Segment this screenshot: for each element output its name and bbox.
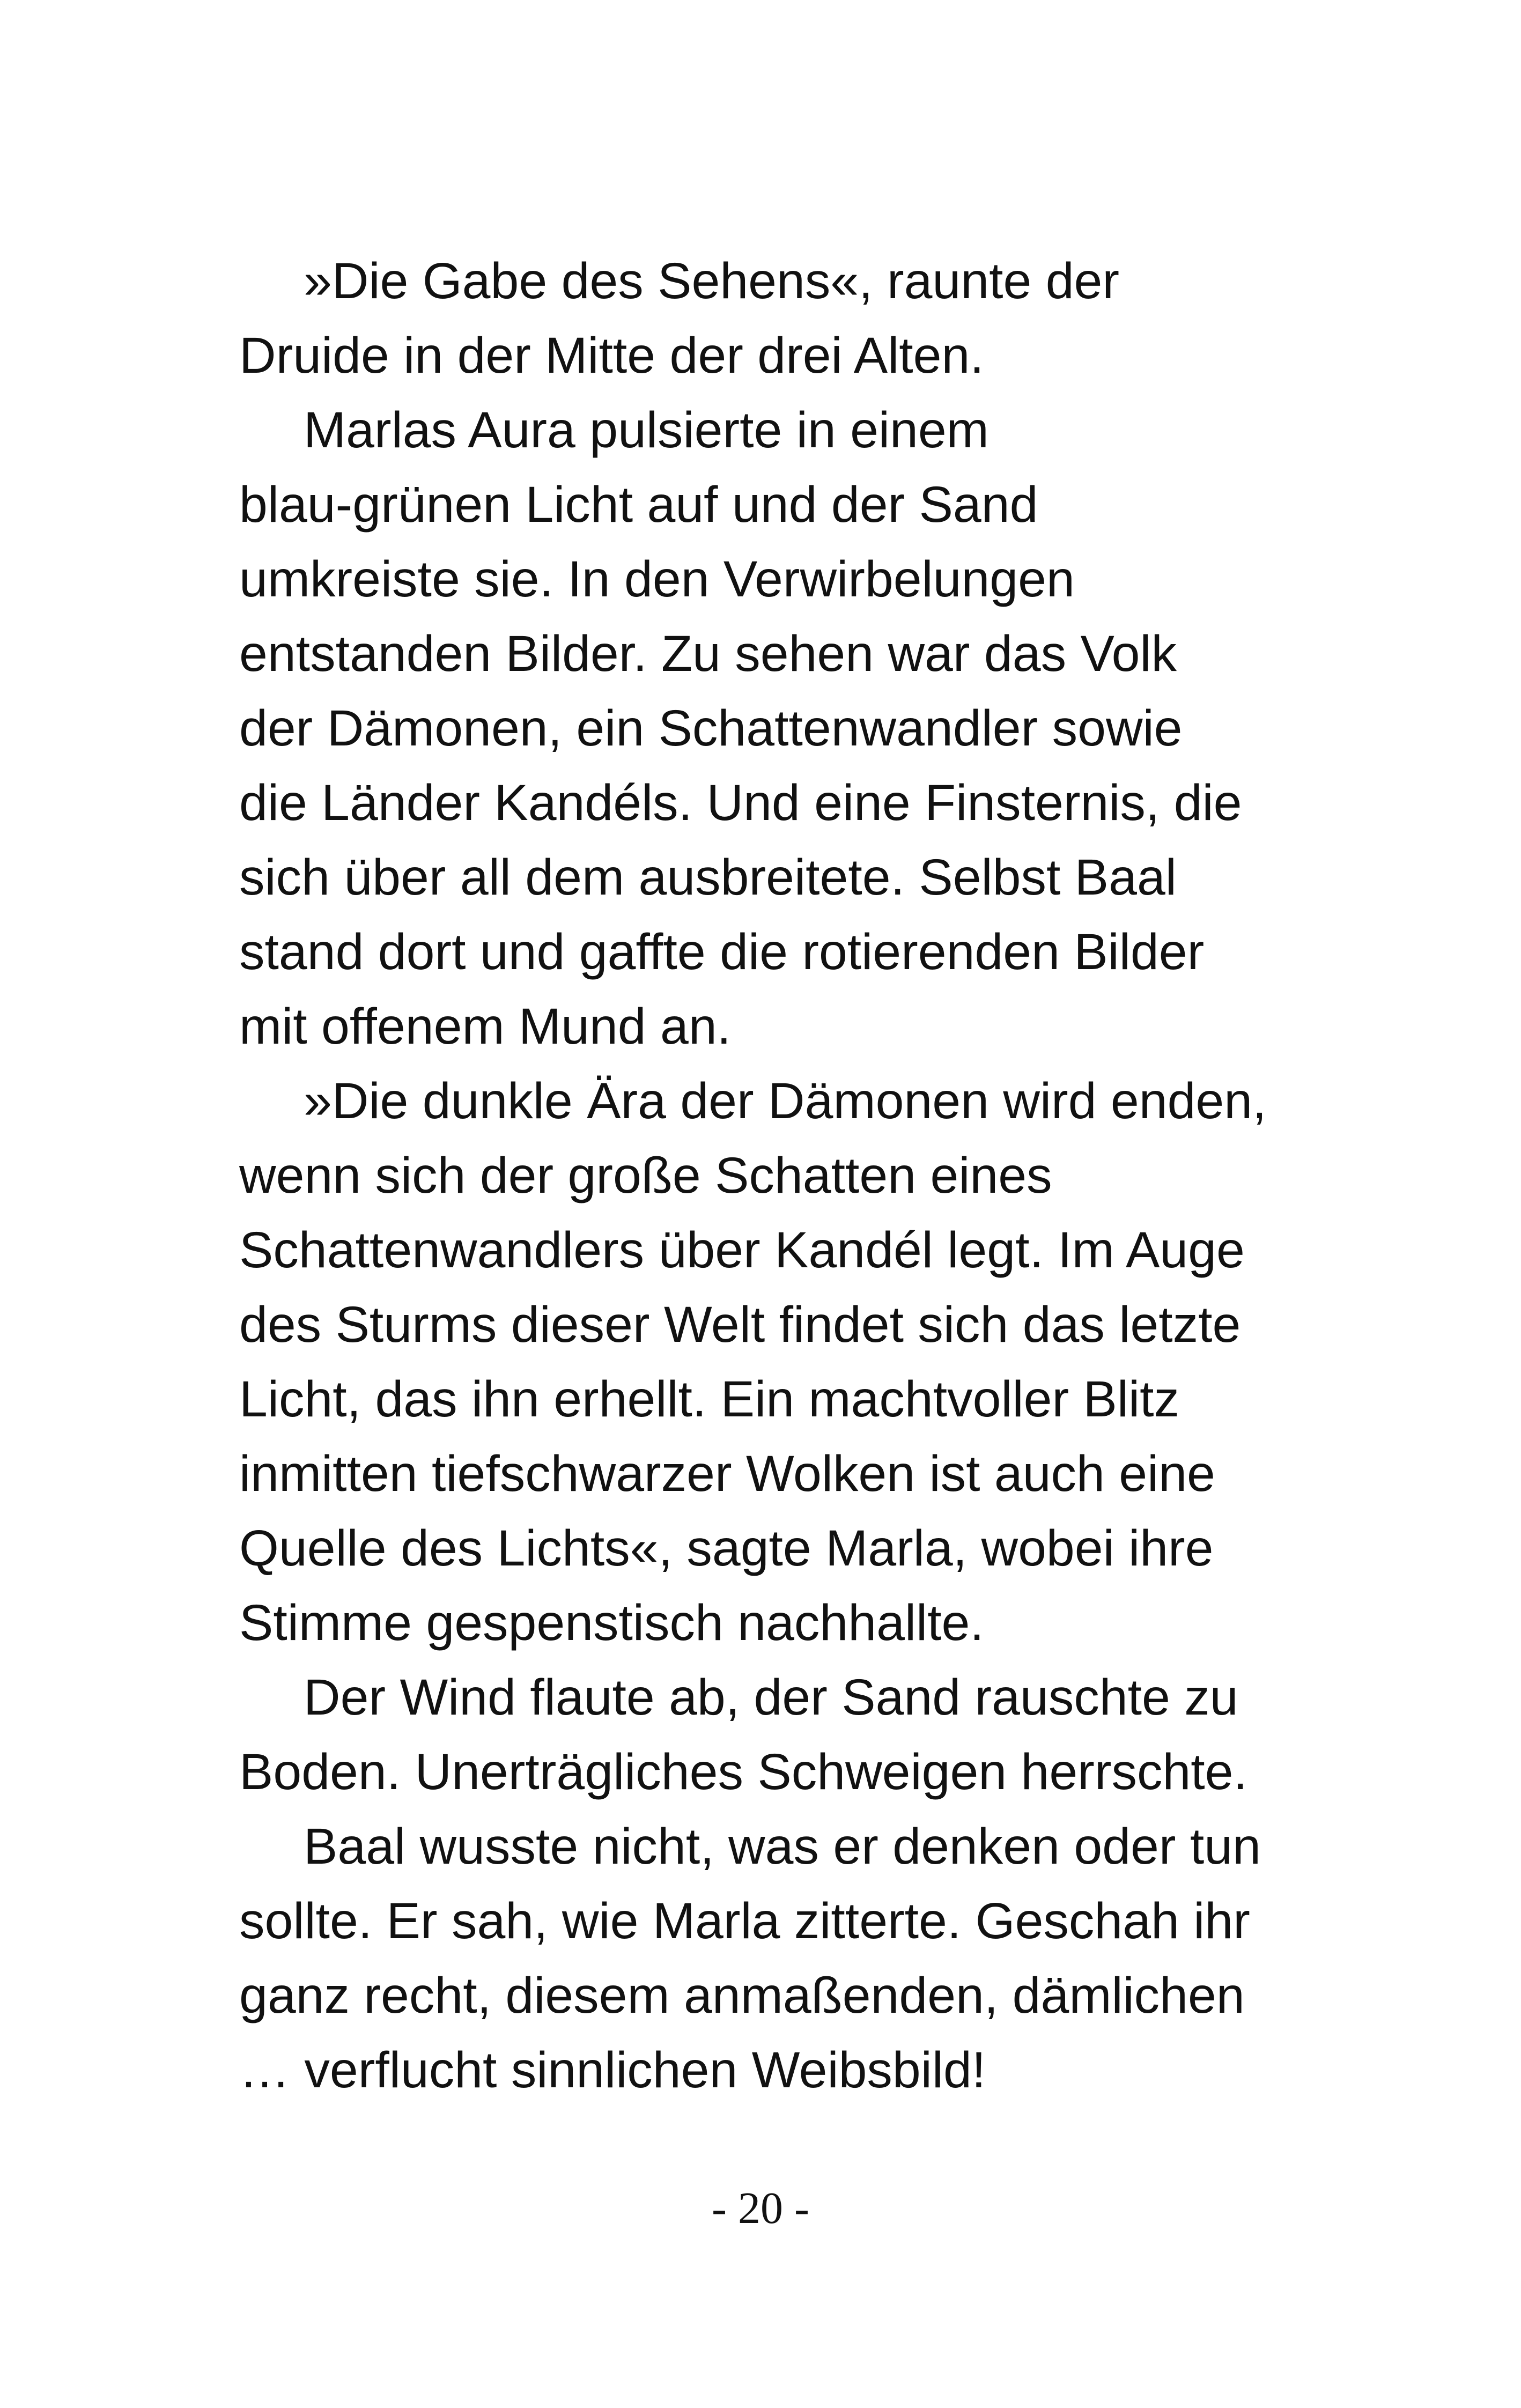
- text-line: sollte. Er sah, wie Marla zitterte. Geschah ihr: [239, 1893, 1250, 1949]
- text-line: Der Wind flaute ab, der Sand rauschte zu: [304, 1669, 1238, 1726]
- text-line: wenn sich der große Schatten eines: [239, 1147, 1052, 1204]
- text-line: »Die Gabe des Sehens«, raunte der: [304, 253, 1120, 309]
- text-line: Stimme gespenstisch nachhallte.: [239, 1594, 984, 1651]
- text-line: der Dämonen, ein Schattenwandler sowie: [239, 700, 1183, 757]
- text-line: »Die dunkle Ära der Dämonen wird enden,: [304, 1073, 1267, 1129]
- text-line: die Länder Kandéls. Und eine Finsternis, die: [239, 774, 1242, 831]
- text-line: mit offenem Mund an.: [239, 998, 732, 1055]
- text-line: entstanden Bilder. Zu sehen war das Volk: [239, 625, 1177, 682]
- body-text: [239, 244, 1376, 2108]
- text-line: Marlas Aura pulsierte in einem: [304, 402, 989, 459]
- text-line: des Sturms dieser Welt findet sich das letzte: [239, 1296, 1241, 1353]
- text-line: … verflucht sinnlichen Weibsbild!: [239, 2042, 986, 2099]
- page-number: - 20 -: [712, 2183, 809, 2233]
- text-line: Schattenwandlers über Kandél legt. Im Auge: [239, 1222, 1245, 1279]
- text-line: umkreiste sie. In den Verwirbelungen: [239, 551, 1075, 608]
- text-line: sich über all dem ausbreitete. Selbst Baal: [239, 849, 1177, 906]
- text-line: Boden. Unerträgliches Schweigen herrschte.: [239, 1744, 1247, 1800]
- text-line: Baal wusste nicht, was er denken oder tun: [304, 1818, 1261, 1875]
- text-line: Druide in der Mitte der drei Alten.: [239, 327, 984, 384]
- text-line: blau-grünen Licht auf und der Sand: [239, 476, 1038, 533]
- text-line: inmitten tiefschwarzer Wolken ist auch eine: [239, 1445, 1215, 1502]
- text-line: ganz recht, diesem anmaßenden, dämlichen: [239, 1967, 1245, 2024]
- text-line: Quelle des Lichts«, sagte Marla, wobei ihre: [239, 1520, 1214, 1577]
- text-line: stand dort und gaffte die rotierenden Bilder: [239, 924, 1205, 980]
- text-line: Licht, das ihn erhellt. Ein machtvoller Blitz: [239, 1371, 1180, 1428]
